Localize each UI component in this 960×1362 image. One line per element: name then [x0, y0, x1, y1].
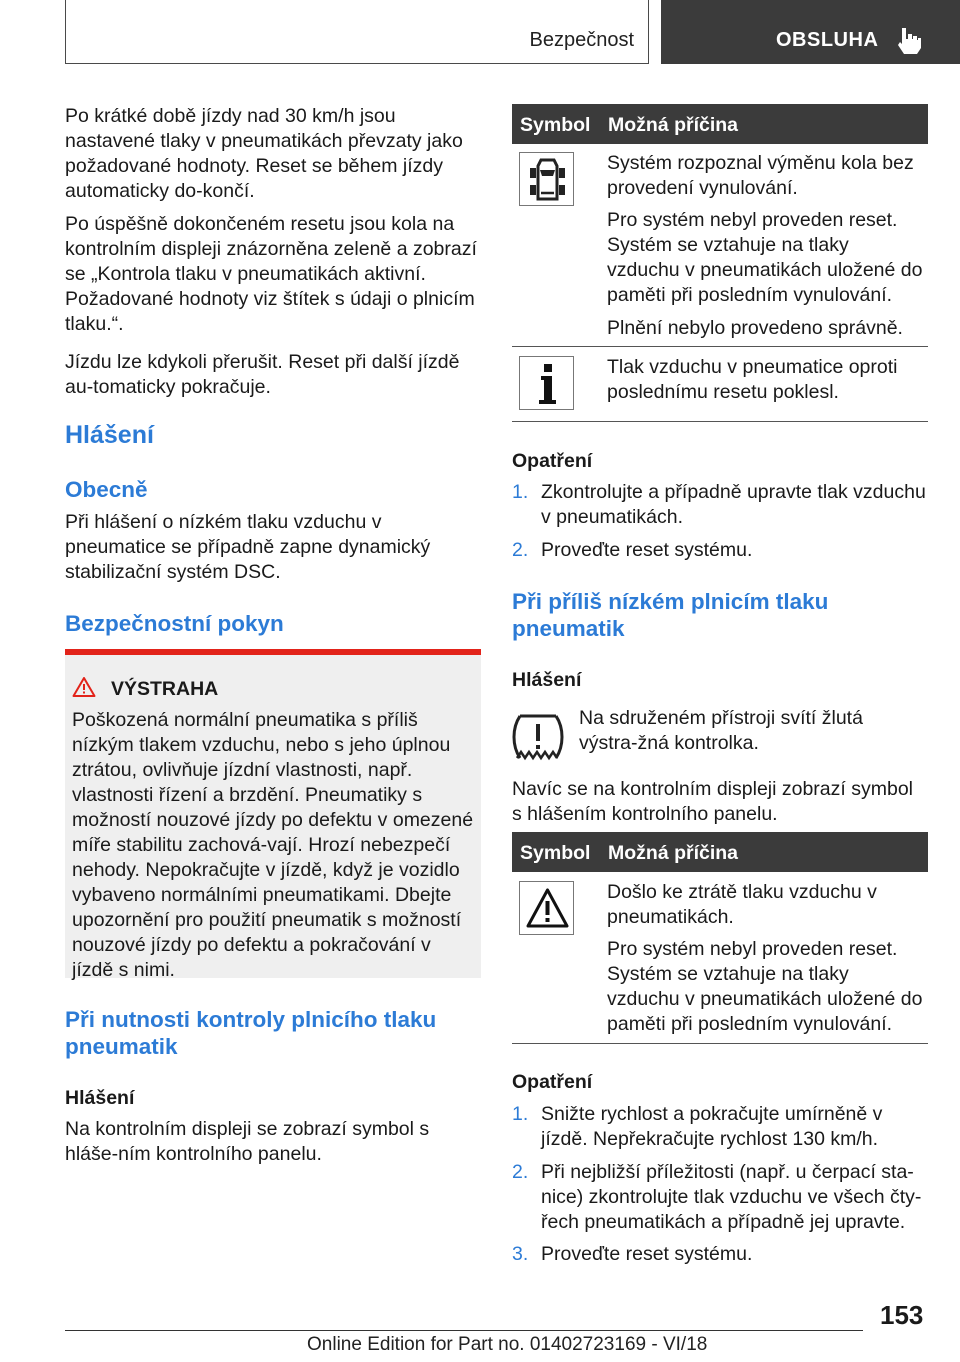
list-text: Snižte rychlost a pokračujte umírněně v jízdě. Nepřekračujte rychlost 130 km/h.: [541, 1103, 883, 1150]
header-section-box: [65, 0, 649, 64]
table2-header: [512, 832, 928, 872]
heading-hlaseni-nizky: Hlášení: [512, 669, 582, 691]
heading-kontrola-tlaku: Při nutnosti kontroly plnicího tlaku pneumatik: [65, 1007, 437, 1059]
heading-hlaseni: Hlášení: [65, 421, 154, 449]
heading-obecne: Obecně: [65, 477, 148, 502]
table2-col-symbol: Symbol: [520, 842, 591, 864]
table2-bottom-rule: [512, 1043, 928, 1044]
page-number: 153: [880, 1300, 924, 1330]
intro-paragraph-2: Po úspěšně dokončeném resetu jsou kola na kontrolním displeji znázorněna zeleně a zobrazí se „Kontrola tlaku v pneumatikách aktivní. Požadované hodnoty viz štítek s údaji o plnicím tlaku.“.: [65, 213, 477, 335]
lamp-paragraph: Na sdruženém přístroji svítí žlutá výstra‐žná kontrolka.: [579, 707, 863, 754]
footer-edition: Online Edition for Part no. 01402723169 - VI/18: [307, 1334, 708, 1355]
table1-row2-symbol: [519, 356, 574, 410]
table2-row1-symbol: [519, 881, 574, 935]
warning-box-red-bar: [65, 649, 481, 655]
table1-bottom-rule: [512, 421, 928, 422]
table1-row1-text3: Plnění nebylo provedeno správně.: [607, 317, 903, 339]
info-icon: [520, 357, 575, 411]
table1-header: [512, 104, 928, 144]
header-section-title: Bezpečnost: [529, 29, 634, 51]
list-number: 1.: [512, 1103, 529, 1125]
table2-col-cause: Možná příčina: [608, 842, 739, 864]
opatreni2-item-3: [512, 1242, 927, 1267]
list-text: Při nejbližší příležitosti (např. u čerpací sta‐nice) zkontrolujte tlak vzduchu ve všech čty‐řech pneumatikách a případně jej upravte.: [541, 1161, 922, 1233]
list-text: Proveďte reset systému.: [541, 539, 753, 561]
opatreni1-item-2: [512, 538, 927, 563]
car-wheels-icon: [520, 153, 575, 207]
warning-box: [65, 649, 481, 981]
table1-row-divider: [512, 346, 928, 347]
heading-hlaseni-kontrola: Hlášení: [65, 1087, 135, 1109]
hand-pointer-icon: [894, 24, 924, 56]
navic-paragraph: Navíc se na kontrolním displeji zobrazí symbol s hlášením kontrolního panelu.: [512, 778, 913, 825]
table1-row1-symbol: [519, 152, 574, 206]
kontrola-paragraph: Na kontrolním displeji se zobrazí symbol s hláše‐ním kontrolního panelu.: [65, 1118, 430, 1165]
list-number: 2.: [512, 539, 529, 561]
heading-nizky-tlak: Při příliš nízkém plnicím tlaku pneumatik: [512, 589, 829, 641]
warning-triangle-icon: [72, 676, 96, 698]
table1-row2-text: Tlak vzduchu v pneumatice oproti poslednímu resetu poklesl.: [607, 356, 898, 403]
warning-triangle-icon: [520, 882, 575, 936]
opatreni2-item-1: [512, 1102, 927, 1152]
list-text: Zkontrolujte a případně upravte tlak vzduchu v pneumatikách.: [541, 481, 926, 528]
intro-paragraph-1: Po krátké době jízdy nad 30 km/h jsou nastavené tlaky v pneumatikách převzaty jako požadované hodnoty. Reset se během jízdy automaticky do‐končí.: [65, 105, 463, 202]
table2-row1-text1: Došlo ke ztrátě tlaku vzduchu v pneumatikách.: [607, 881, 877, 928]
table1-col-symbol: Symbol: [520, 114, 591, 136]
tire-pressure-warning-icon: [510, 708, 566, 766]
heading-bezpecnostni-pokyn: Bezpečnostní pokyn: [65, 611, 284, 636]
opatreni1-item-1: [512, 480, 927, 530]
warning-title: VÝSTRAHA: [111, 678, 219, 700]
opatreni2-title: Opatření: [512, 1071, 593, 1093]
obecne-paragraph: Při hlášení o nízkém tlaku vzduchu v pneumatice se případně zapne dynamický stabilizační systém DSC.: [65, 511, 431, 583]
list-number: 2.: [512, 1161, 529, 1183]
warning-text: Poškozená normální pneumatika s příliš nízkým tlakem vzduchu, nebo s jeho úplnou ztrátou, ovlivňuje jízdní vlastnosti, např. vlastnosti řízení a brzdění. Pneumatiky s možností nouzové jízdy po defektu v omezené míře stabilitu zachová‐vají. Hrozí nebezpečí nehody. Nepokračujte v jízdě, když je vozidlo vybaveno normálními pneumatikami. Dbejte upozornění pro použití pneumatik s možností nouzové jízdy po defektu a pokračování v jízdě s nimi.: [72, 709, 474, 981]
list-text: Proveďte reset systému.: [541, 1243, 753, 1265]
opatreni1-title: Opatření: [512, 450, 593, 472]
list-number: 3.: [512, 1243, 529, 1265]
table2-row1-text2: Pro systém nebyl proveden reset. Systém se vztahuje na tlaky vzduchu v pneumatikách uložené do paměti při posledním vynulování.: [607, 938, 923, 1035]
table1-row1-text2: Pro systém nebyl proveden reset. Systém se vztahuje na tlaky vzduchu v pneumatikách uložené do paměti při posledním vynulování.: [607, 209, 923, 306]
table1-col-cause: Možná příčina: [608, 114, 739, 136]
list-number: 1.: [512, 481, 529, 503]
footer-rule: [65, 1330, 863, 1331]
header-chapter-tab: [661, 0, 960, 64]
intro-paragraph-3: Jízdu lze kdykoli přerušit. Reset při další jízdě au‐tomaticky pokračuje.: [65, 351, 460, 398]
header-chapter-title: OBSLUHA: [776, 29, 879, 51]
opatreni2-item-2: [512, 1160, 927, 1235]
table1-row1-text1: Systém rozpoznal výměnu kola bez provedení vynulování.: [607, 152, 914, 199]
